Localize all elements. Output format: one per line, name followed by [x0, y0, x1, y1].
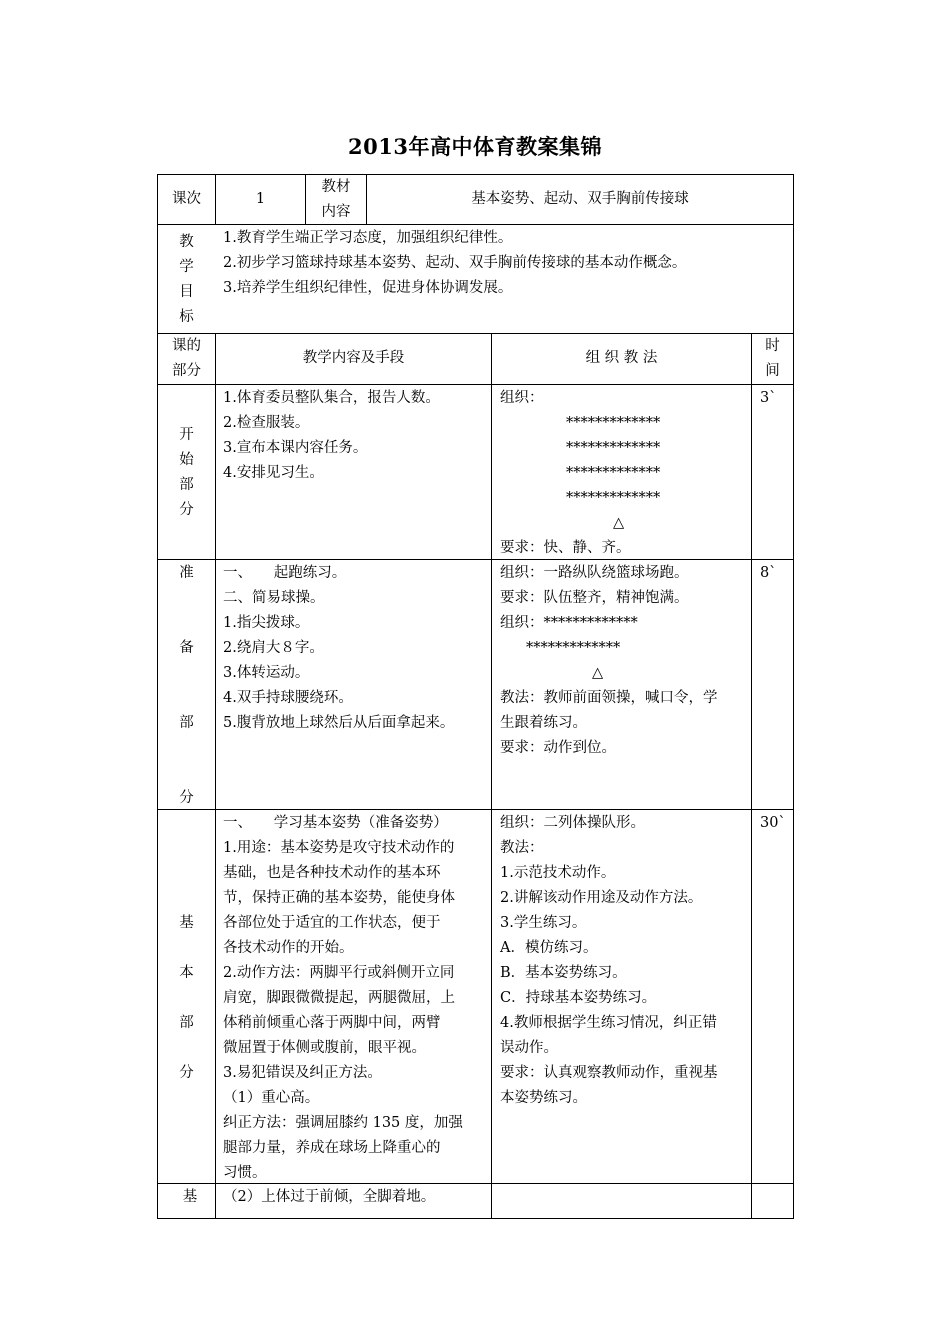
table-line	[793, 174, 794, 1219]
table-line	[157, 384, 794, 385]
lesson-number: 1	[255, 191, 266, 207]
basic-label-char: 部	[179, 1015, 194, 1031]
formation-stars: *************	[566, 465, 661, 481]
start-label-char: 分	[179, 502, 194, 518]
basic-content-line: 腿部力量，养成在球场上降重心的	[223, 1140, 441, 1156]
prep-org-item: 组织：一路纵队绕篮球场跑。	[500, 565, 689, 581]
formation-stars: *************	[566, 415, 661, 431]
basic-org-line: 教法：	[500, 840, 544, 856]
material-label-line2: 内容	[321, 204, 351, 220]
start-org-heading: 组织：	[500, 390, 544, 406]
material-label-line1: 教材	[321, 179, 351, 195]
basic-org-line: B．基本姿势练习。	[500, 965, 627, 981]
table-line	[751, 333, 752, 1219]
basic-label-char: 本	[179, 965, 194, 981]
start-time: 3`	[760, 390, 777, 406]
material-label	[306, 175, 366, 225]
table-line	[157, 174, 794, 175]
basic-content-line: 各技术动作的开始。	[223, 940, 354, 956]
continued-label: 基	[182, 1189, 198, 1205]
prep-label-char: 部	[179, 715, 194, 731]
goals-label-char: 标	[179, 309, 194, 325]
basic-content-line: 一、 学习基本姿势（准备姿势）	[223, 815, 448, 831]
prep-content-item: 一、 起跑练习。	[223, 565, 347, 581]
basic-content-line: 纠正方法：强调屈膝约 135 度，加强	[223, 1115, 463, 1131]
table-line	[157, 333, 794, 334]
basic-org-line: 要求：认真观察教师动作，重视基	[500, 1065, 718, 1081]
basic-org-line: 4.教师根据学生练习情况，纠正错	[500, 1015, 717, 1031]
time-header-line2: 间	[765, 363, 780, 379]
time-header-line1: 时	[765, 338, 780, 354]
material-content: 基本姿势、起动、双手胸前传接球	[471, 191, 689, 207]
prep-org-item: 要求：动作到位。	[500, 740, 616, 756]
continued-content: （2）上体过于前倾，全脚着地。	[223, 1189, 436, 1205]
prep-label-char: 分	[179, 790, 194, 806]
goal-item: 1.教育学生端正学习态度，加强组织纪律性。	[223, 230, 513, 246]
prep-label-char: 备	[179, 640, 194, 656]
basic-content-line: 2.动作方法：两脚平行或斜侧开立同	[223, 965, 455, 981]
prep-org-item: 组织：*************	[500, 615, 638, 631]
formation-stars: *************	[526, 640, 621, 656]
basic-label-char: 基	[179, 915, 194, 931]
table-line	[215, 333, 216, 1219]
start-content-item: 1.体育委员整队集合，报告人数。	[223, 390, 440, 406]
time-header	[752, 334, 793, 384]
basic-content-line: 肩宽，脚跟微微提起，两腿微屈，上	[223, 990, 455, 1006]
start-requirement: 要求：快、静、齐。	[500, 540, 631, 556]
formation-stars: *************	[566, 490, 661, 506]
prep-label-char: 准	[179, 565, 194, 581]
basic-content-line: 微屈置于体侧或腹前，眼平视。	[223, 1040, 426, 1056]
basic-time: 30`	[760, 815, 786, 831]
basic-content-line: 3.易犯错误及纠正方法。	[223, 1065, 382, 1081]
basic-org-line: 组织：二列体操队形。	[500, 815, 645, 831]
basic-content-line: 基础，也是各种技术动作的基本环	[223, 865, 441, 881]
basic-content-line: 1.用途：基本姿势是攻守技术动作的	[223, 840, 455, 856]
prep-content-item: 4.双手持球腰绕环。	[223, 690, 353, 706]
basic-org-line: 误动作。	[500, 1040, 558, 1056]
organization-header: 组 织 教 法	[585, 350, 658, 366]
table-line	[157, 224, 794, 225]
table-line	[157, 559, 794, 560]
formation-stars: *************	[566, 440, 661, 456]
teacher-triangle-icon: △	[592, 665, 604, 681]
basic-org-line: A．模仿练习。	[500, 940, 598, 956]
start-label-char: 开	[179, 427, 194, 443]
basic-content-line: （1）重心高。	[223, 1090, 320, 1106]
prep-time: 8`	[760, 565, 777, 581]
start-content-item: 2.检查服装。	[223, 415, 310, 431]
basic-org-line: 3.学生练习。	[500, 915, 587, 931]
start-label-char: 始	[179, 452, 194, 468]
goal-item: 3.培养学生组织纪律性，促进身体协调发展。	[223, 280, 513, 296]
table-line	[157, 1218, 794, 1219]
basic-org-line: 1.示范技术动作。	[500, 865, 616, 881]
basic-content-line: 节，保持正确的基本姿势，能使身体	[223, 890, 455, 906]
prep-content-item: 二、简易球操。	[223, 590, 325, 606]
basic-content-line: 体稍前倾重心落于两脚中间，两臂	[223, 1015, 441, 1031]
prep-org-item: 要求：队伍整齐，精神饱满。	[500, 590, 689, 606]
basic-org-line: 本姿势练习。	[500, 1090, 587, 1106]
basic-org-line: 2.讲解该动作用途及动作方法。	[500, 890, 703, 906]
part-header	[158, 334, 215, 384]
prep-org-item: 教法：教师前面领操，喊口令，学	[500, 690, 718, 706]
basic-content-line: 习惯。	[223, 1165, 267, 1181]
goals-label	[158, 230, 215, 330]
prep-content-item: 2.绕肩大８字。	[223, 640, 324, 656]
table-line	[491, 333, 492, 1219]
start-content-item: 4.安排见习生。	[223, 465, 324, 481]
start-label-char: 部	[179, 477, 194, 493]
basic-org-line: C．持球基本姿势练习。	[500, 990, 657, 1006]
prep-content-item: 1.指尖拨球。	[223, 615, 310, 631]
goals-label-char: 学	[179, 259, 194, 275]
goal-item: 2.初步学习篮球持球基本姿势、起动、双手胸前传接球的基本动作概念。	[223, 255, 687, 271]
table-line	[157, 809, 794, 810]
prep-content-item: 5.腹背放地上球然后从后面拿起来。	[223, 715, 455, 731]
prep-content-item: 3.体转运动。	[223, 665, 310, 681]
prep-org-item: 生跟着练习。	[500, 715, 587, 731]
page-title: 2013年高中体育教案集锦	[348, 134, 602, 159]
start-content-item: 3.宣布本课内容任务。	[223, 440, 368, 456]
lesson-label: 课次	[172, 191, 201, 207]
start-section-label	[158, 423, 215, 523]
content-header: 教学内容及手段	[302, 350, 405, 366]
part-header-line2: 部分	[172, 363, 201, 379]
goals-label-char: 教	[179, 234, 194, 250]
teacher-triangle-icon: △	[613, 515, 625, 531]
goals-label-char: 目	[179, 284, 194, 300]
basic-content-line: 各部位处于适宜的工作状态，便于	[223, 915, 441, 931]
part-header-line1: 课的	[172, 338, 201, 354]
basic-label-char: 分	[179, 1065, 194, 1081]
